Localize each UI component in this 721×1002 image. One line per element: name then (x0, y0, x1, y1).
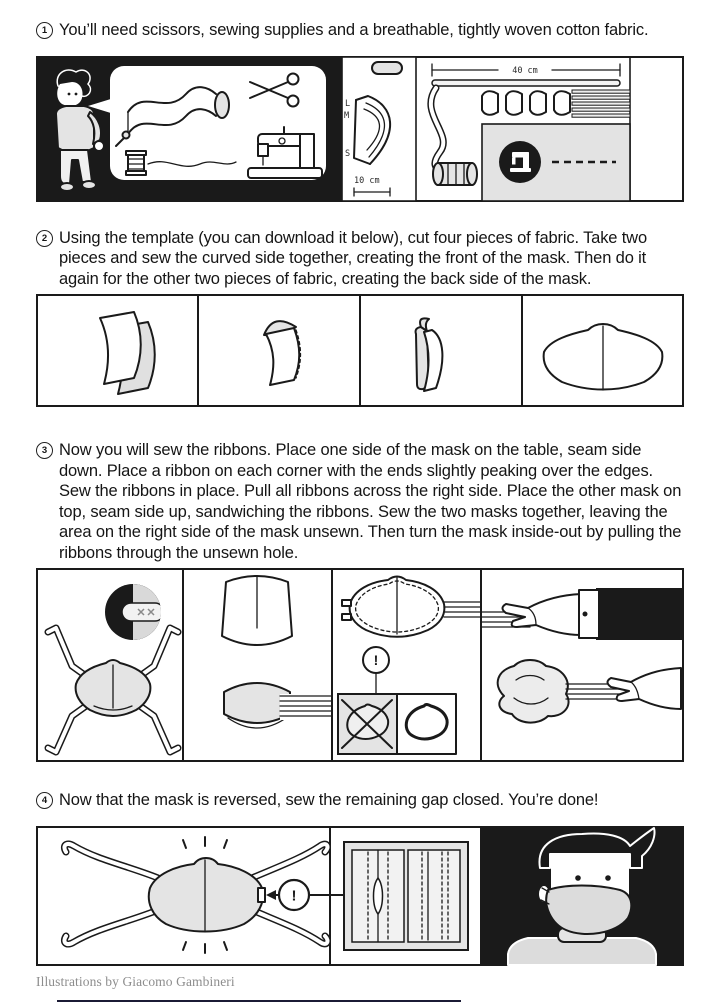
cut-pieces-drawing (36, 294, 684, 407)
step-3-text: Now you will sew the ribbons. Place one side of the mask on the table, seam side down. Place a ribbon on each corner with the ends slightly peaking over the edges. Sew the ribbons in place. Pull all ribbons across the right side. Place the other mask on top, seam side up, sandwiching the ribbons. Sew the two masks together, leaving the area on the right side of the mask unsewn. Then turn the mask inside-out by pulling the ribbons through the unsewn hole. (59, 441, 682, 562)
sew-ribbons-drawing (36, 568, 684, 762)
illustration-credit: Illustrations by Giacomo Gambineri (36, 973, 235, 989)
template-scale-label: 10 cm (354, 175, 380, 186)
step-4-text: Now that the mask is reversed, sew the remaining gap closed. You’re done! (59, 791, 599, 809)
illustration-sew-ribbons (36, 568, 686, 762)
step-2 (36, 228, 686, 290)
exclamation-glyph: ! (291, 887, 297, 904)
black-sleeve (596, 588, 684, 640)
gap-mark (258, 888, 265, 902)
step-1-number-badge: 1 (36, 22, 53, 39)
step-1-text: You’ll need scissors, sewing supplies and a breathable, tightly woven cotton fabric. (59, 21, 649, 39)
step-2-number-badge: 2 (36, 230, 53, 247)
size-label-s: S (345, 148, 351, 159)
exclamation-glyph: ! (373, 652, 379, 668)
illustration-cut-pieces (36, 294, 686, 407)
step-4 (36, 790, 686, 811)
panel-man-wearing-mask (481, 827, 683, 965)
step-2-text: Using the template (you can download it below), cut four pieces of fabric. Take two pieces and sew the curved side together, creating the front of the mask. Then do it again for the other two pieces of fabric, creating the back side of the mask. (59, 228, 647, 288)
step-1 (36, 20, 686, 41)
size-label-m: M (344, 110, 350, 121)
illustration-finish-mask (36, 826, 686, 966)
sewing-kit-box (482, 124, 630, 201)
worn-mask (546, 885, 631, 934)
ribbon-length-label: 40 cm (512, 65, 538, 76)
illustration-supplies (36, 56, 686, 202)
gap-opening (374, 878, 383, 914)
finish-mask-drawing (36, 826, 684, 966)
step-3 (36, 440, 686, 563)
mask-template-panel (342, 57, 416, 201)
step-4-number-badge: 4 (36, 792, 53, 809)
inverted-mask-bundle (498, 660, 569, 723)
panel-seam-detail (330, 842, 468, 950)
step-3-number-badge: 3 (36, 442, 53, 459)
sewing-machine-badge-icon (499, 141, 541, 183)
warning-inset (338, 694, 456, 754)
panel-two-pieces (100, 312, 155, 394)
supplies-drawing (36, 56, 684, 202)
ribbon-spool-icon (433, 163, 477, 185)
size-label-l: L (345, 98, 351, 109)
